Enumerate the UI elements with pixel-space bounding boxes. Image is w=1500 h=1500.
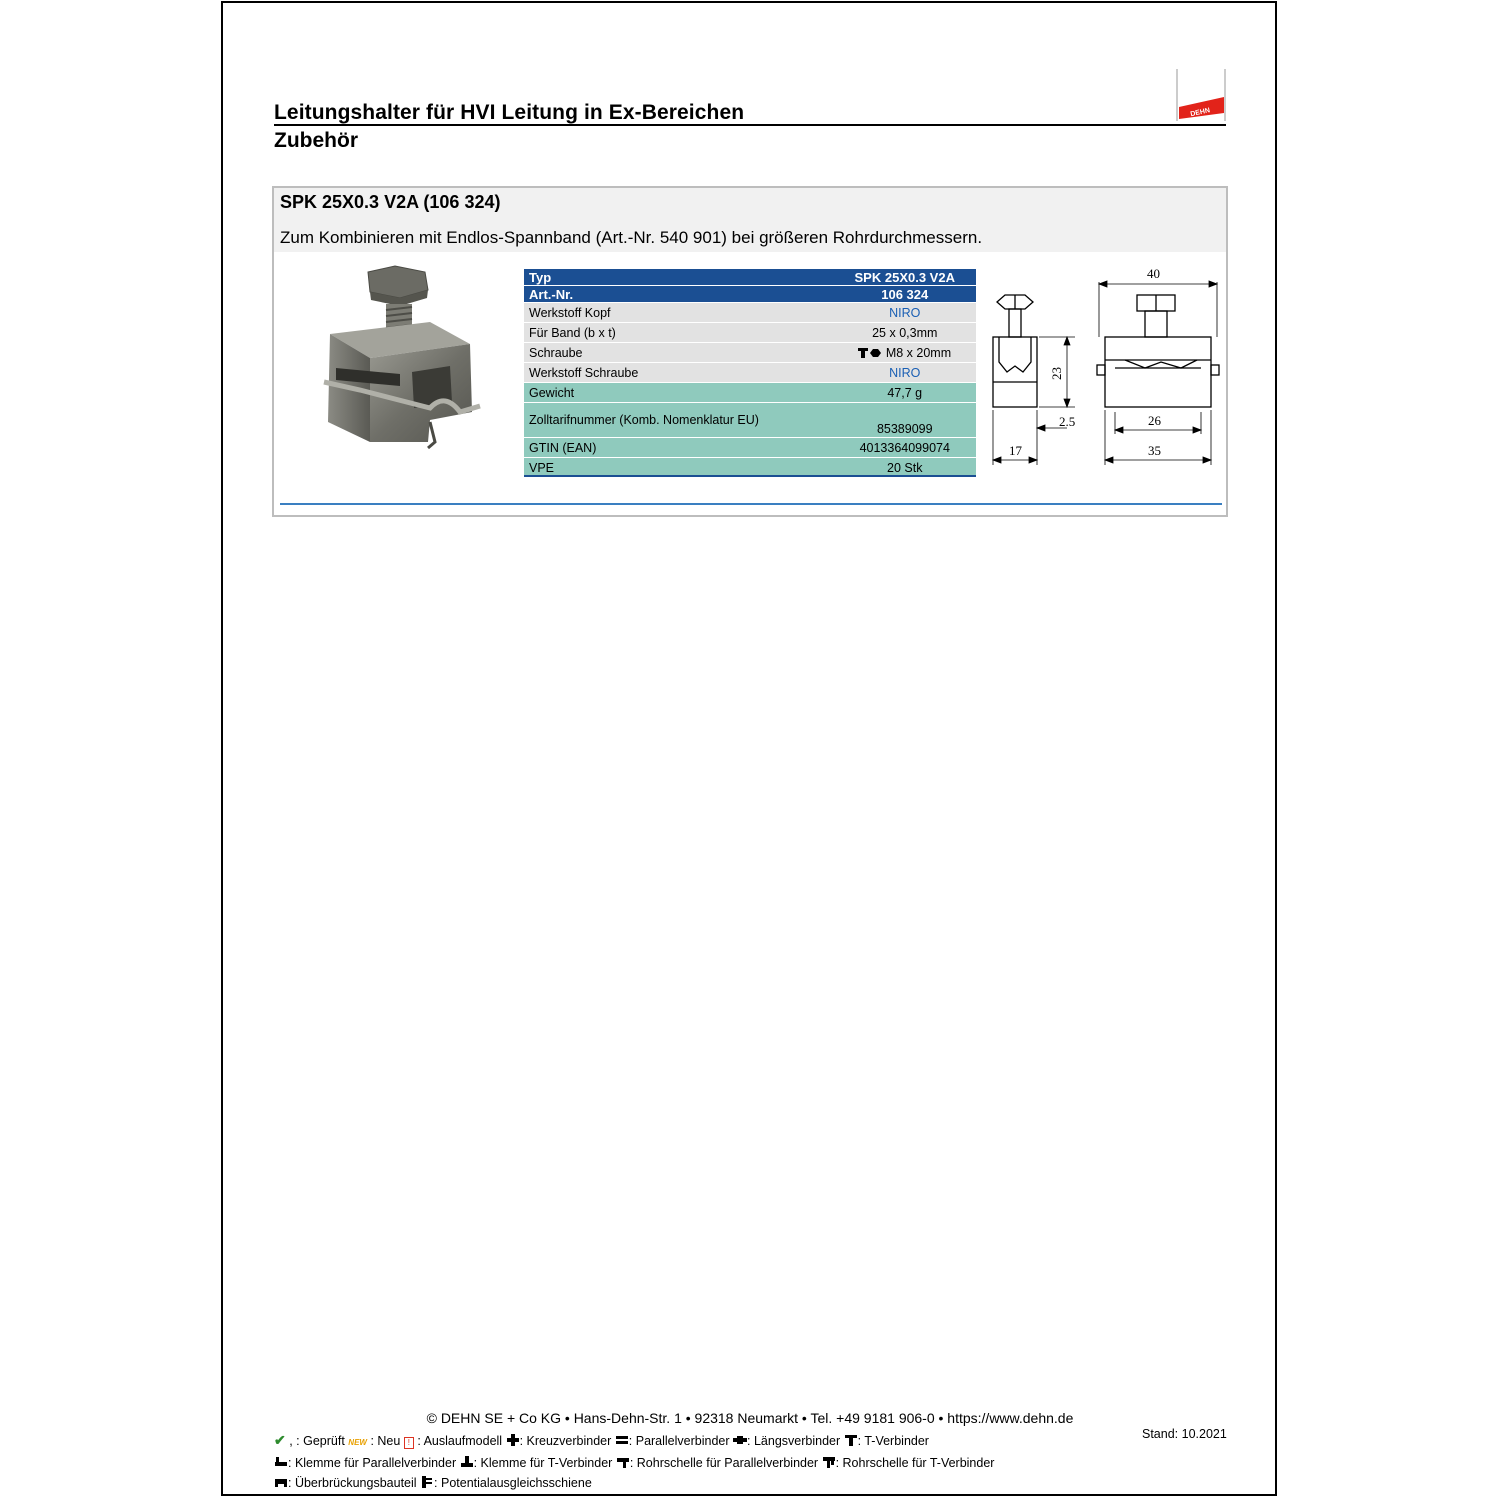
row-label: Zolltarifnummer (Komb. Nomenklatur EU) [524, 403, 834, 438]
header-value: 106 324 [834, 286, 977, 303]
legend-geprueft: , : Geprüft [289, 1434, 345, 1448]
table-row [524, 438, 976, 458]
klemme-parallel-icon [274, 1456, 288, 1468]
laengsverbinder-icon [733, 1434, 747, 1446]
row-label: Gewicht [524, 383, 834, 403]
table-header-row [524, 269, 976, 286]
screw-head-icon [858, 348, 882, 358]
row-label: Werkstoff Kopf [524, 303, 834, 323]
legend [274, 1430, 1134, 1493]
check-icon: ✔ [274, 1432, 286, 1448]
ueberbrueckung-icon [274, 1476, 288, 1488]
table-header-row [524, 286, 976, 303]
legend-rohr-parallel: : Rohrschelle für Parallelverbinder [629, 1456, 819, 1470]
dehn-logo [1176, 69, 1226, 121]
page-subtitle: Zubehör [274, 129, 358, 152]
table-row [524, 403, 976, 438]
rohrschelle-t-icon [822, 1456, 836, 1468]
header-value: SPK 25X0.3 V2A [834, 269, 977, 286]
legend-parallel: : Parallelverbinder [628, 1434, 730, 1448]
dim-2-5: 2.5 [1059, 414, 1076, 429]
table-row [524, 323, 976, 343]
row-value: 85389099 [834, 403, 977, 438]
legend-neu: : Neu [370, 1434, 401, 1448]
row-label: VPE [524, 458, 834, 478]
legend-rohr-t: : Rohrschelle für T-Verbinder [835, 1456, 995, 1470]
row-label: Schraube [524, 343, 834, 363]
new-icon: NEW [348, 1438, 367, 1447]
row-value: NIRO [834, 363, 977, 383]
dim-17: 17 [1009, 443, 1022, 458]
table-row [524, 363, 976, 383]
row-value: 4013364099074 [834, 438, 977, 458]
legend-klemme-t: : Klemme für T-Verbinder [473, 1456, 613, 1470]
dim-23: 23 [1049, 367, 1064, 380]
header-label: Art.-Nr. [524, 286, 834, 303]
legend-t-verbinder: : T-Verbinder [857, 1434, 929, 1448]
row-label: GTIN (EAN) [524, 438, 834, 458]
legend-laengs: : Längsverbinder [747, 1434, 841, 1448]
table-bottom-rule [524, 475, 976, 477]
legend-auslauf: : Auslaufmodell [417, 1434, 503, 1448]
legend-kreuz: : Kreuzverbinder [519, 1434, 612, 1448]
spec-table [524, 269, 976, 478]
row-value: M8 x 20mm [885, 345, 952, 360]
product-title: SPK 25X0.3 V2A (106 324) [280, 192, 501, 212]
footer-company: © DEHN SE + Co KG • Hans-Dehn-Str. 1 • 92318 Neumarkt • Tel. +49 9181 906-0 • https://www.dehn.de [426, 1410, 1074, 1426]
header-rule [274, 124, 1226, 126]
page-title: Leitungshalter für HVI Leitung in Ex-Bereichen [274, 101, 745, 124]
kreuzverbinder-icon [506, 1434, 520, 1446]
row-value-cell [834, 343, 977, 363]
footer-stand: Stand: 10.2021 [1142, 1427, 1227, 1441]
legend-potential: : Potentialausgleichsschiene [434, 1476, 592, 1490]
product-description: Zum Kombinieren mit Endlos-Spannband (Art.-Nr. 540 901) bei größeren Rohrdurchmessern. [280, 228, 983, 247]
legend-klemme-parallel: : Klemme für Parallelverbinder [288, 1456, 457, 1470]
row-value: NIRO [834, 303, 977, 323]
potentialausgleich-icon [420, 1476, 434, 1488]
exclamation-icon: ! [404, 1437, 414, 1449]
dimension-drawing [985, 262, 1225, 467]
table-row [524, 383, 976, 403]
header-label: Typ [524, 269, 834, 286]
dim-35: 35 [1148, 443, 1161, 458]
parallelverbinder-icon [615, 1434, 629, 1446]
row-label: Für Band (b x t) [524, 323, 834, 343]
dim-26: 26 [1148, 413, 1161, 428]
table-row [524, 343, 976, 363]
table-row [524, 303, 976, 323]
product-photo [300, 262, 500, 462]
legend-ueberbrueckung: : Überbrückungsbauteil [288, 1476, 417, 1490]
row-label: Werkstoff Schraube [524, 363, 834, 383]
row-value: 47,7 g [834, 383, 977, 403]
klemme-t-icon [460, 1456, 474, 1468]
row-value: 20 Stk [834, 458, 977, 478]
row-value: 25 x 0,3mm [834, 323, 977, 343]
svg-text:DEHN: DEHN [1189, 107, 1211, 119]
product-box-rule [280, 503, 1222, 505]
rohrschelle-parallel-icon [616, 1456, 630, 1468]
dim-40: 40 [1147, 266, 1160, 281]
t-verbinder-icon [844, 1434, 858, 1446]
